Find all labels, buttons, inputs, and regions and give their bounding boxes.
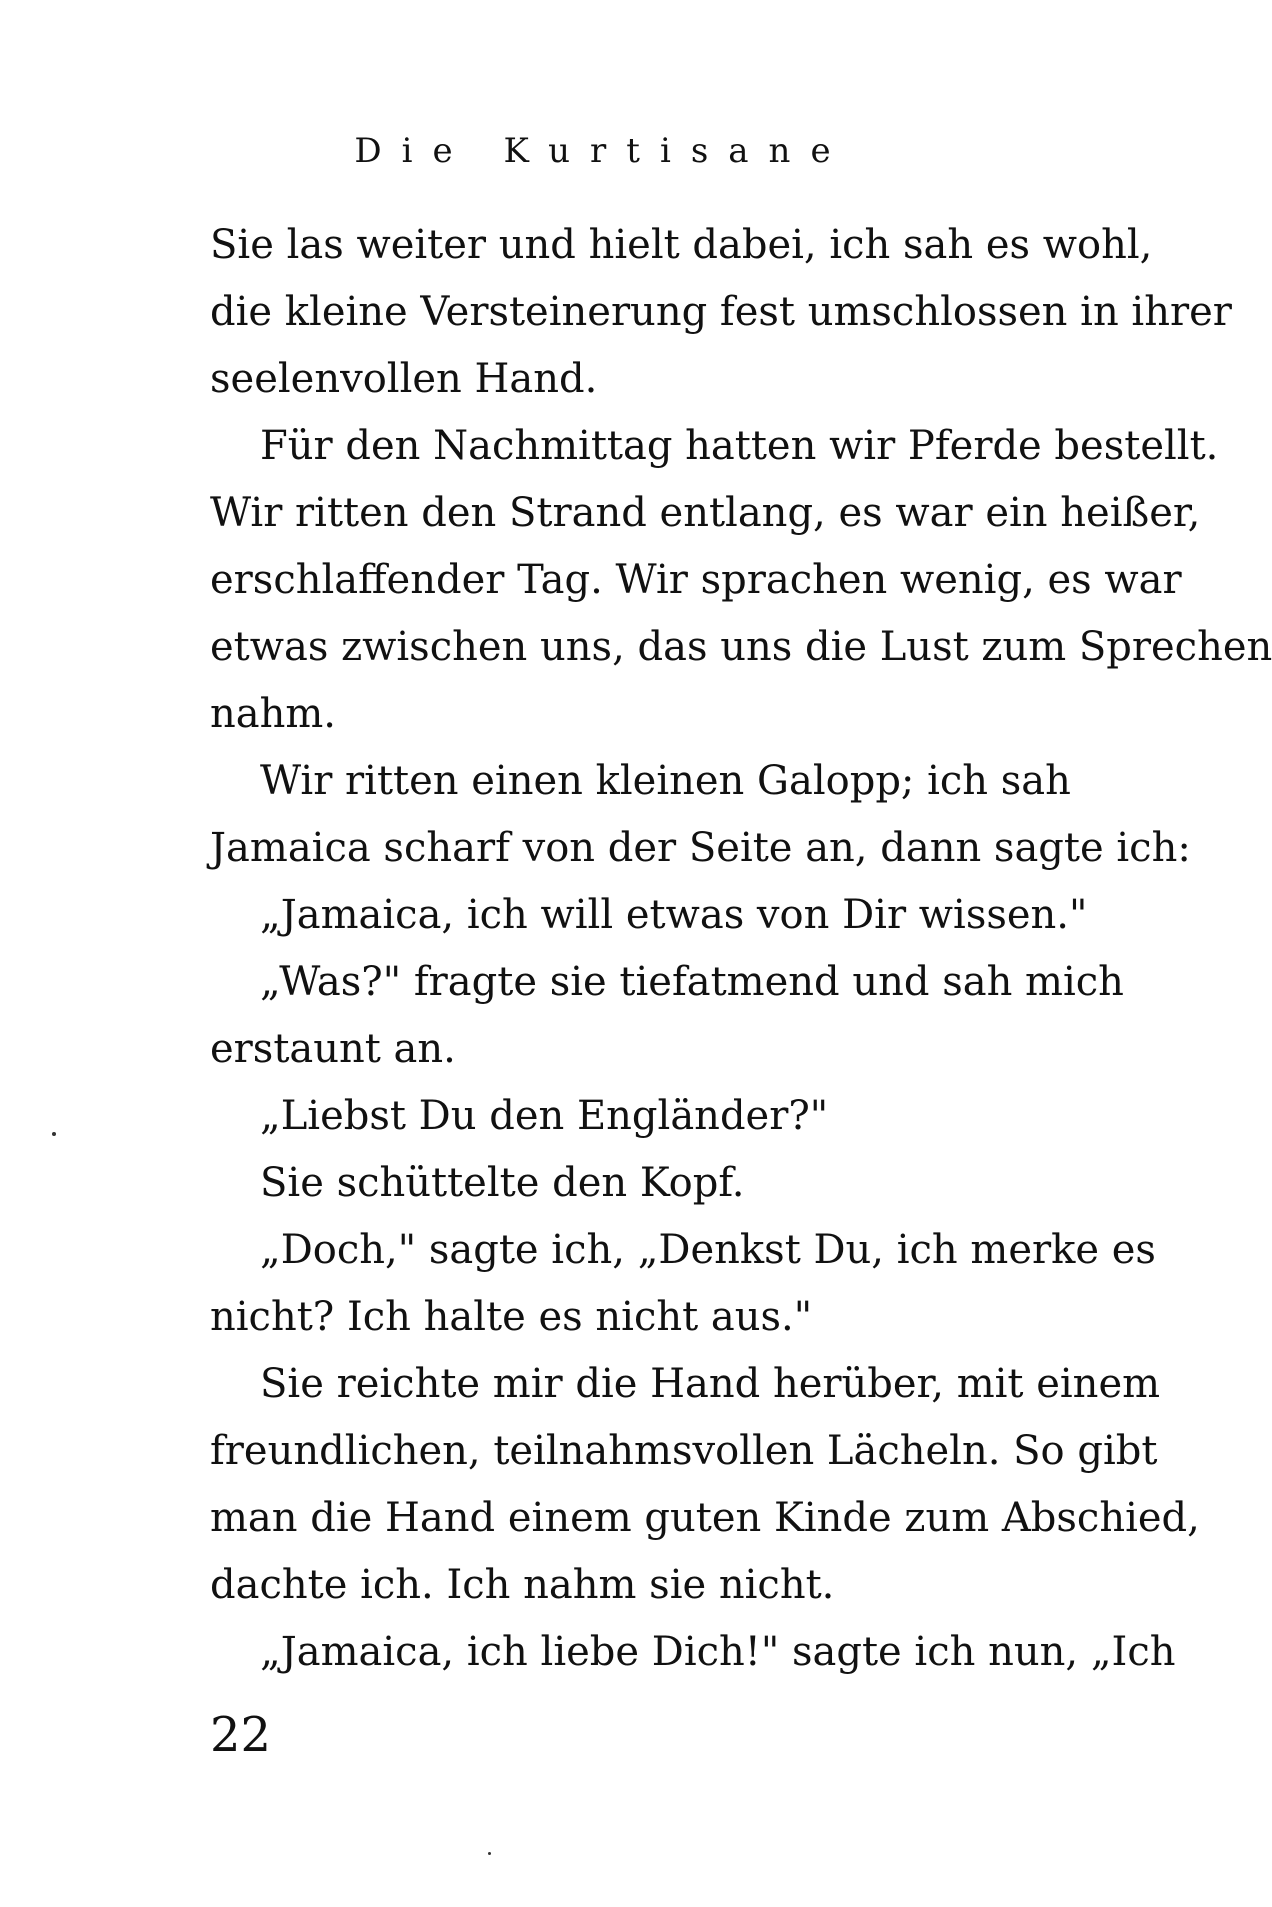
- text-line: Sie schüttelte den Kopf.: [260, 1160, 745, 1206]
- text-line: Jamaica scharf von der Seite an, dann sagte ich:: [210, 825, 1191, 871]
- text-line: die kleine Versteinerung fest umschlossen in ihrer: [210, 289, 1232, 335]
- print-speck: [488, 1852, 491, 1855]
- text-line: erstaunt an.: [210, 1026, 456, 1072]
- page-number: 22: [210, 1707, 272, 1763]
- text-line: nahm.: [210, 691, 337, 737]
- text-line: Für den Nachmittag hatten wir Pferde bestellt.: [260, 423, 1219, 469]
- text-line: „Was?" fragte sie tiefatmend und sah mich: [260, 959, 1124, 1005]
- text-line: nicht? Ich halte es nicht aus.": [210, 1294, 813, 1340]
- text-line: etwas zwischen uns, das uns die Lust zum Sprechen: [210, 624, 1272, 670]
- text-line: „Jamaica, ich will etwas von Dir wissen.": [260, 892, 1088, 938]
- text-line: erschlaffender Tag. Wir sprachen wenig, es war: [210, 557, 1182, 603]
- text-line: dachte ich. Ich nahm sie nicht.: [210, 1562, 835, 1608]
- text-line: Wir ritten den Strand entlang, es war ein heißer,: [210, 490, 1201, 536]
- text-line: „Doch," sagte ich, „Denkst Du, ich merke es: [260, 1227, 1156, 1273]
- text-line: „Jamaica, ich liebe Dich!" sagte ich nun, „Ich: [260, 1629, 1176, 1675]
- text-line: seelenvollen Hand.: [210, 356, 598, 402]
- text-line: freundlichen, teilnahmsvollen Lächeln. So gibt: [210, 1428, 1158, 1474]
- text-line: man die Hand einem guten Kinde zum Abschied,: [210, 1495, 1200, 1541]
- text-line: „Liebst Du den Engländer?": [260, 1093, 829, 1139]
- text-line: Wir ritten einen kleinen Galopp; ich sah: [260, 758, 1071, 804]
- running-head: Die Kurtisane: [354, 131, 851, 171]
- text-line: Sie reichte mir die Hand herüber, mit einem: [260, 1361, 1161, 1407]
- print-speck: [52, 1132, 56, 1136]
- body-text: [210, 212, 1272, 1686]
- text-line: Sie las weiter und hielt dabei, ich sah es wohl,: [210, 222, 1153, 268]
